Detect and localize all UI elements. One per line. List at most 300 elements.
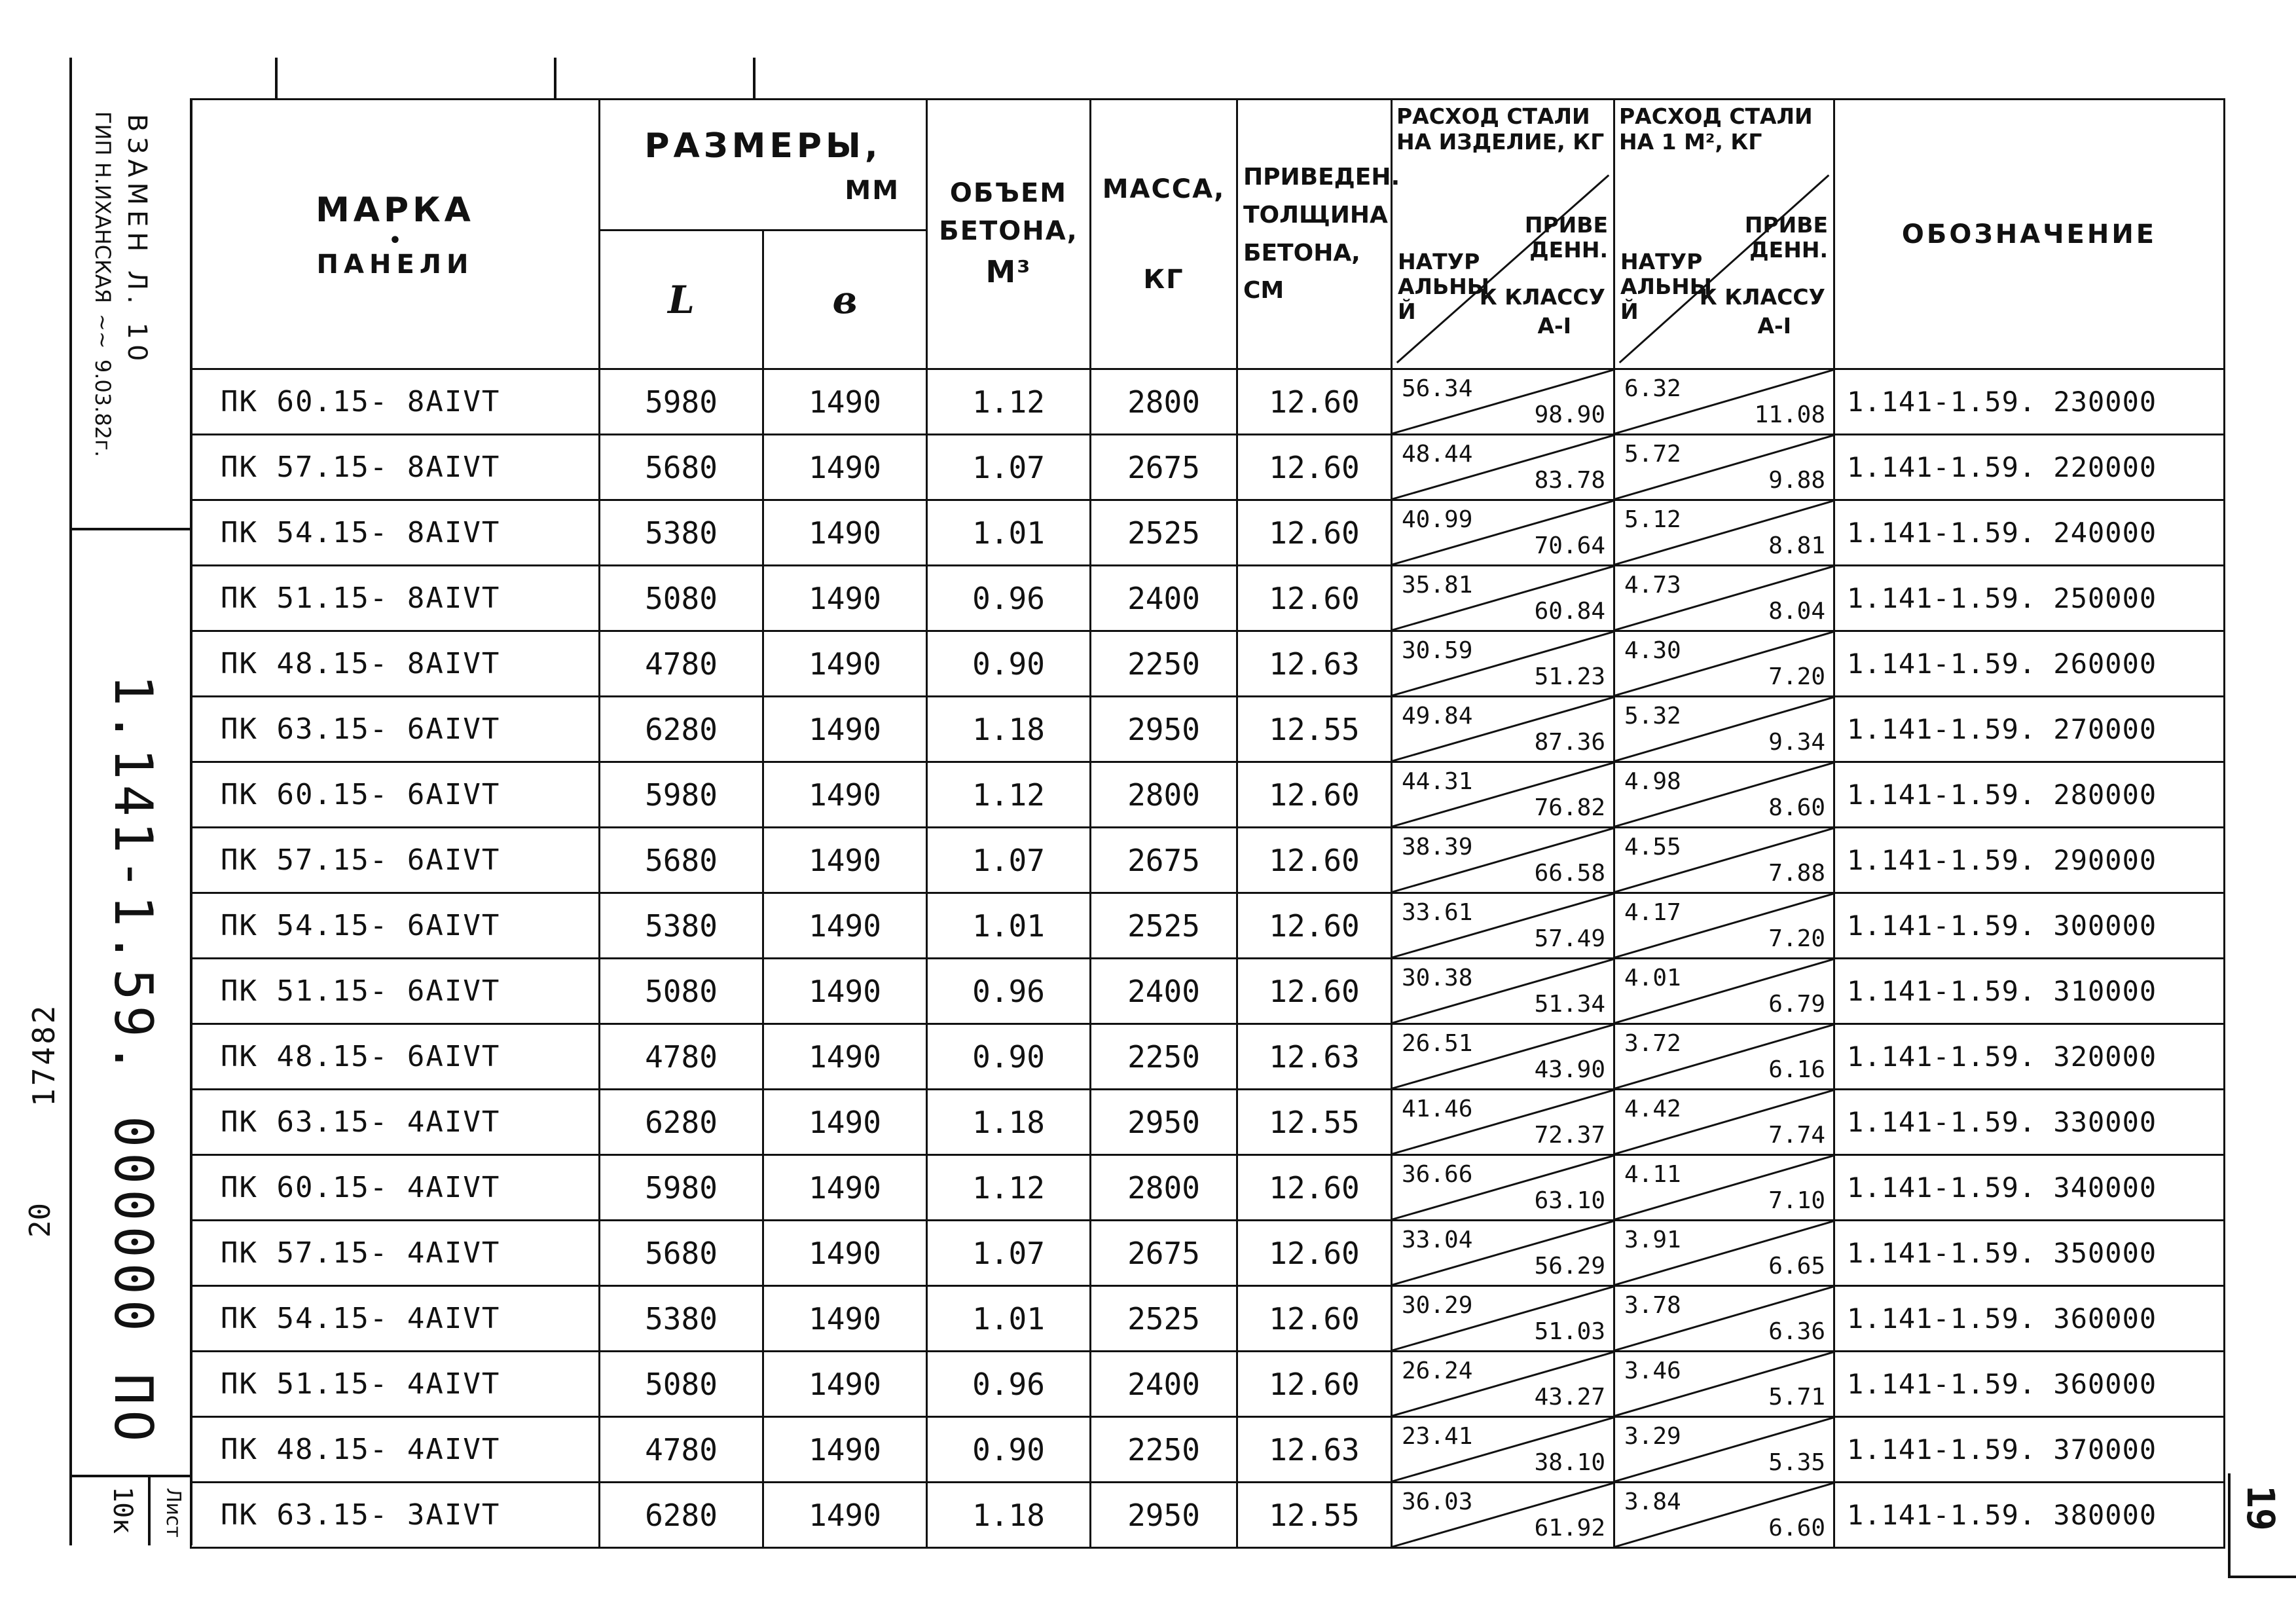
cell-designation: 1.141-1.59. 250000 [1834, 566, 2225, 631]
header-thick-line3: БЕТОНА, [1243, 239, 1360, 267]
value-natural: 4.11 [1624, 1161, 1681, 1188]
cell-steel-item [1392, 1483, 1614, 1548]
cell-designation: 1.141-1.59. 290000 [1834, 828, 2225, 893]
cell-thickness: 12.60 [1237, 1221, 1392, 1286]
header-designation [1834, 100, 2225, 369]
cell-length: 5080 [600, 959, 763, 1024]
cell-width: 1490 [763, 435, 927, 500]
cell-steel-item [1392, 1417, 1614, 1483]
cell-volume: 0.96 [927, 959, 1091, 1024]
value-natural: 26.24 [1402, 1357, 1473, 1384]
value-natural: 3.46 [1624, 1357, 1681, 1384]
cell-length: 5380 [600, 1286, 763, 1352]
value-natural: 4.55 [1624, 834, 1681, 860]
cell-designation: 1.141-1.59. 270000 [1834, 697, 2225, 762]
header-volume-line2: БЕТОНА, [939, 216, 1078, 247]
value-reduced: 7.88 [1768, 860, 1825, 887]
cell-mark: ПК 51.15- 6АIVТ [191, 959, 600, 1024]
table-row [191, 1024, 2225, 1090]
cell-mark: ПК 57.15- 8АIVТ [191, 435, 600, 500]
header-thickness [1237, 100, 1400, 369]
value-reduced: 8.81 [1768, 532, 1825, 559]
cell-steel-m2 [1614, 631, 1834, 697]
value-reduced: 6.79 [1768, 991, 1825, 1018]
value-reduced: 51.03 [1534, 1318, 1605, 1345]
cell-designation: 1.141-1.59. 340000 [1834, 1155, 2225, 1221]
designer-date: 9.03.82г. [90, 359, 115, 458]
cell-thickness: 12.60 [1237, 762, 1392, 828]
cell-steel-item [1392, 697, 1614, 762]
cell-length: 4780 [600, 1417, 763, 1483]
cell-volume: 0.90 [927, 1417, 1091, 1483]
cell-steel-item [1392, 1024, 1614, 1090]
cell-width: 1490 [763, 697, 927, 762]
list-value: 10к [107, 1486, 137, 1534]
cell-thickness: 12.60 [1237, 828, 1392, 893]
designer-note [90, 111, 115, 457]
table-row [191, 1352, 2225, 1417]
cell-mass: 2250 [1091, 1417, 1237, 1483]
header-sizes [600, 100, 927, 231]
value-natural: 35.81 [1402, 572, 1473, 599]
cell-length: 6280 [600, 697, 763, 762]
header-steel-m2-natural: НАТУРАЛЬНЫЙ [1620, 249, 1712, 324]
cell-mark: ПК 48.15- 4АIVТ [191, 1417, 600, 1483]
cell-thickness: 12.60 [1237, 893, 1392, 959]
cell-mass: 2400 [1091, 959, 1237, 1024]
value-reduced: 76.82 [1534, 794, 1605, 821]
header-steel-item-natural: НАТУРАЛЬНЫЙ [1398, 249, 1489, 324]
cell-steel-m2 [1614, 959, 1834, 1024]
inventory-number: 17482 [26, 1003, 62, 1107]
value-natural: 40.99 [1402, 506, 1473, 533]
value-natural: 5.32 [1624, 703, 1681, 729]
cell-width: 1490 [763, 959, 927, 1024]
cell-mark: ПК 63.15- 6АIVТ [191, 697, 600, 762]
cell-width: 1490 [763, 893, 927, 959]
cell-volume: 0.90 [927, 1024, 1091, 1090]
table-row [191, 697, 2225, 762]
value-natural: 36.66 [1402, 1161, 1473, 1188]
table-row [191, 1286, 2225, 1352]
value-natural: 4.42 [1624, 1096, 1681, 1122]
cell-steel-m2 [1614, 1483, 1834, 1548]
cell-mark: ПК 51.15- 8АIVТ [191, 566, 600, 631]
cell-designation: 1.141-1.59. 330000 [1834, 1090, 2225, 1155]
value-natural: 33.61 [1402, 899, 1473, 926]
header-steel-m2-title: РАСХОД СТАЛИ НА 1 М², КГ [1619, 103, 1813, 155]
value-reduced: 6.36 [1768, 1318, 1825, 1345]
cell-mark: ПК 48.15- 6АIVТ [191, 1024, 600, 1090]
cell-steel-item [1392, 1090, 1614, 1155]
value-natural: 5.72 [1624, 441, 1681, 468]
header-length [600, 231, 763, 369]
cell-width: 1490 [763, 1090, 927, 1155]
value-reduced: 83.78 [1534, 467, 1605, 494]
cell-steel-m2 [1614, 500, 1834, 566]
cell-mass: 2400 [1091, 1352, 1237, 1417]
cell-mark: ПК 60.15- 8АIVТ [191, 369, 600, 435]
binding-strip [69, 98, 192, 1545]
cell-volume: 1.01 [927, 500, 1091, 566]
cell-mark: ПК 63.15- 3АIVТ [191, 1483, 600, 1548]
cell-steel-m2 [1614, 1024, 1834, 1090]
value-reduced: 6.16 [1768, 1056, 1825, 1083]
header-mark-dot: • [388, 229, 402, 252]
value-natural: 49.84 [1402, 703, 1473, 729]
cell-steel-item [1392, 566, 1614, 631]
value-natural: 4.17 [1624, 899, 1681, 926]
table-row [191, 1221, 2225, 1286]
value-reduced: 43.27 [1534, 1384, 1605, 1411]
value-natural: 33.04 [1402, 1227, 1473, 1253]
cell-volume: 1.01 [927, 1286, 1091, 1352]
header-steel-m2-reduced: ПРИВЕДЕНН. [1744, 212, 1828, 263]
value-reduced: 70.64 [1534, 532, 1605, 559]
cell-width: 1490 [763, 1155, 927, 1221]
cell-designation: 1.141-1.59. 350000 [1834, 1221, 2225, 1286]
cell-length: 5980 [600, 1155, 763, 1221]
cell-mark: ПК 57.15- 6АIVТ [191, 828, 600, 893]
value-natural: 3.91 [1624, 1227, 1681, 1253]
cell-mass: 2950 [1091, 1483, 1237, 1548]
header-mass-line1: МАССА, [1102, 174, 1226, 204]
cell-width: 1490 [763, 566, 927, 631]
cell-length: 6280 [600, 1090, 763, 1155]
header-designation-label: ОБОЗНАЧЕНИЕ [1901, 219, 2157, 249]
cell-length: 5380 [600, 893, 763, 959]
cell-mark: ПК 54.15- 8АIVТ [191, 500, 600, 566]
cell-steel-item [1392, 1286, 1614, 1352]
cell-steel-item [1392, 1352, 1614, 1417]
cell-width: 1490 [763, 1352, 927, 1417]
cell-width: 1490 [763, 500, 927, 566]
cell-mass: 2800 [1091, 369, 1237, 435]
table-row [191, 762, 2225, 828]
header-steel-item-toclass: К КЛАССУ [1479, 284, 1605, 310]
cell-thickness: 12.60 [1237, 435, 1392, 500]
sheet-number: 19 [2238, 1485, 2283, 1531]
cell-steel-item [1392, 500, 1614, 566]
value-natural: 3.29 [1624, 1423, 1681, 1450]
value-reduced: 38.10 [1534, 1449, 1605, 1476]
value-reduced: 51.34 [1534, 991, 1605, 1018]
cell-volume: 0.96 [927, 566, 1091, 631]
value-reduced: 9.88 [1768, 467, 1825, 494]
header-thick-line2: ТОЛЩИНА [1243, 201, 1388, 229]
header-mark-line2: ПАНЕЛИ [316, 249, 474, 280]
value-reduced: 63.10 [1534, 1187, 1605, 1214]
header-steel-item-class: А-I [1537, 313, 1571, 339]
cell-thickness: 12.63 [1237, 1417, 1392, 1483]
cell-volume: 1.12 [927, 762, 1091, 828]
table-row [191, 893, 2225, 959]
cell-designation: 1.141-1.59. 360000 [1834, 1286, 2225, 1352]
cell-mark: ПК 63.15- 4АIVТ [191, 1090, 600, 1155]
header-steel-m2-toclass: К КЛАССУ [1699, 284, 1825, 310]
cell-width: 1490 [763, 369, 927, 435]
cell-steel-m2 [1614, 893, 1834, 959]
cell-volume: 0.96 [927, 1352, 1091, 1417]
cell-mark: ПК 51.15- 4АIVТ [191, 1352, 600, 1417]
value-natural: 3.78 [1624, 1292, 1681, 1319]
cell-width: 1490 [763, 1221, 927, 1286]
cell-volume: 1.07 [927, 1221, 1091, 1286]
cell-mass: 2250 [1091, 1024, 1237, 1090]
value-natural: 48.44 [1402, 441, 1473, 468]
value-natural: 4.98 [1624, 768, 1681, 795]
list-label: Лист [162, 1488, 185, 1538]
table-row [191, 1483, 2225, 1548]
cell-thickness: 12.55 [1237, 1090, 1392, 1155]
cell-steel-m2 [1614, 828, 1834, 893]
cell-length: 5680 [600, 828, 763, 893]
cell-thickness: 12.60 [1237, 959, 1392, 1024]
value-natural: 36.03 [1402, 1488, 1473, 1515]
cell-thickness: 12.63 [1237, 1024, 1392, 1090]
value-natural: 30.59 [1402, 637, 1473, 664]
sheet-number-box [2228, 1473, 2296, 1578]
value-reduced: 9.34 [1768, 729, 1825, 756]
header-steel-m2 [1614, 100, 1834, 369]
cell-designation: 1.141-1.59. 320000 [1834, 1024, 2225, 1090]
cell-length: 6280 [600, 1483, 763, 1548]
header-mass-unit: КГ [1143, 264, 1184, 295]
top-tick-2 [275, 58, 278, 100]
header-steel-item-reduced: ПРИВЕДЕНН. [1524, 212, 1608, 263]
value-natural: 41.46 [1402, 1096, 1473, 1122]
cell-volume: 1.07 [927, 828, 1091, 893]
table-row [191, 566, 2225, 631]
cell-volume: 1.18 [927, 1090, 1091, 1155]
header-thick-line1: ПРИВЕДЕН. [1243, 164, 1400, 191]
value-reduced: 72.37 [1534, 1122, 1605, 1149]
table-row [191, 1090, 2225, 1155]
table-row [191, 500, 2225, 566]
table-row [191, 1155, 2225, 1221]
header-width [763, 231, 927, 369]
header-thick-unit: СМ [1243, 277, 1285, 304]
cell-designation: 1.141-1.59. 380000 [1834, 1483, 2225, 1548]
cell-designation: 1.141-1.59. 310000 [1834, 959, 2225, 1024]
value-reduced: 43.90 [1534, 1056, 1605, 1083]
cell-steel-item [1392, 959, 1614, 1024]
cell-steel-item [1392, 828, 1614, 893]
cell-thickness: 12.60 [1237, 1155, 1392, 1221]
value-natural: 4.73 [1624, 572, 1681, 599]
value-natural: 4.01 [1624, 965, 1681, 991]
cell-width: 1490 [763, 1483, 927, 1548]
cell-mark: ПК 48.15- 8АIVТ [191, 631, 600, 697]
value-reduced: 5.35 [1768, 1449, 1825, 1476]
cell-designation: 1.141-1.59. 280000 [1834, 762, 2225, 828]
cell-volume: 1.18 [927, 697, 1091, 762]
cell-width: 1490 [763, 1286, 927, 1352]
header-width-sym: в [832, 277, 858, 322]
cell-mass: 2950 [1091, 697, 1237, 762]
cell-length: 5980 [600, 762, 763, 828]
value-reduced: 56.29 [1534, 1253, 1605, 1280]
value-reduced: 87.36 [1534, 729, 1605, 756]
cell-width: 1490 [763, 1024, 927, 1090]
cell-steel-m2 [1614, 762, 1834, 828]
cell-thickness: 12.55 [1237, 697, 1392, 762]
value-natural: 3.72 [1624, 1030, 1681, 1057]
document-code: 1.141-1.59. 000000 ПО [103, 674, 164, 1447]
value-reduced: 6.65 [1768, 1253, 1825, 1280]
cell-volume: 1.07 [927, 435, 1091, 500]
header-steel-item-title: РАСХОД СТАЛИ НА ИЗДЕЛИЕ, КГ [1396, 103, 1605, 155]
cell-width: 1490 [763, 828, 927, 893]
value-reduced: 7.20 [1768, 925, 1825, 952]
top-tick-3 [554, 58, 556, 100]
cell-steel-item [1392, 435, 1614, 500]
cell-designation: 1.141-1.59. 300000 [1834, 893, 2225, 959]
cell-designation: 1.141-1.59. 230000 [1834, 369, 2225, 435]
value-reduced: 7.20 [1768, 663, 1825, 690]
cell-steel-item [1392, 762, 1614, 828]
header-volume [927, 100, 1091, 369]
header-sizes-title: РАЗМЕРЫ, [644, 126, 882, 166]
value-reduced: 5.71 [1768, 1384, 1825, 1411]
value-natural: 3.84 [1624, 1488, 1681, 1515]
value-reduced: 61.92 [1534, 1515, 1605, 1541]
cell-mass: 2800 [1091, 762, 1237, 828]
cell-thickness: 12.60 [1237, 1352, 1392, 1417]
cell-mark: ПК 60.15- 4АIVТ [191, 1155, 600, 1221]
cell-volume: 0.90 [927, 631, 1091, 697]
cell-steel-m2 [1614, 369, 1834, 435]
value-reduced: 8.04 [1768, 598, 1825, 625]
cell-steel-m2 [1614, 1221, 1834, 1286]
cell-mass: 2525 [1091, 1286, 1237, 1352]
value-natural: 5.12 [1624, 506, 1681, 533]
value-natural: 23.41 [1402, 1423, 1473, 1450]
header-length-sym: L [668, 277, 695, 322]
cell-steel-m2 [1614, 435, 1834, 500]
value-natural: 44.31 [1402, 768, 1473, 795]
header-mark [191, 100, 600, 369]
value-reduced: 66.58 [1534, 860, 1605, 887]
value-natural: 56.34 [1402, 375, 1473, 402]
list-divider [148, 1477, 151, 1545]
header-volume-unit: М³ [985, 254, 1032, 290]
cell-mass: 2675 [1091, 1221, 1237, 1286]
value-natural: 6.32 [1624, 375, 1681, 402]
cell-volume: 1.01 [927, 893, 1091, 959]
cell-length: 5980 [600, 369, 763, 435]
cell-volume: 1.12 [927, 369, 1091, 435]
cell-length: 5680 [600, 435, 763, 500]
designer-name: ГИП Н.ИХАНСКАЯ [90, 111, 115, 303]
cell-steel-item [1392, 1155, 1614, 1221]
cell-mark: ПК 60.15- 6АIVТ [191, 762, 600, 828]
replacement-box [72, 98, 190, 530]
cell-steel-m2 [1614, 1155, 1834, 1221]
value-reduced: 7.10 [1768, 1187, 1825, 1214]
top-tick-4 [753, 58, 756, 100]
cell-steel-m2 [1614, 697, 1834, 762]
panel-spec-table [190, 98, 2225, 1549]
cell-thickness: 12.60 [1237, 1286, 1392, 1352]
cell-mass: 2800 [1091, 1155, 1237, 1221]
cell-mass: 2950 [1091, 1090, 1237, 1155]
cell-volume: 1.12 [927, 1155, 1091, 1221]
cell-length: 4780 [600, 1024, 763, 1090]
cell-designation: 1.141-1.59. 240000 [1834, 500, 2225, 566]
table-row [191, 959, 2225, 1024]
cell-steel-m2 [1614, 1352, 1834, 1417]
cell-mark: ПК 54.15- 4АIVТ [191, 1286, 600, 1352]
value-natural: 30.38 [1402, 965, 1473, 991]
cell-steel-item [1392, 631, 1614, 697]
cell-thickness: 12.60 [1237, 566, 1392, 631]
value-natural: 4.30 [1624, 637, 1681, 664]
header-volume-line1: ОБЪЕМ [949, 178, 1068, 209]
cell-mark: ПК 57.15- 4АIVТ [191, 1221, 600, 1286]
list-box [72, 1475, 190, 1545]
cell-steel-m2 [1614, 1286, 1834, 1352]
header-steel-item [1392, 100, 1614, 369]
cell-mass: 2250 [1091, 631, 1237, 697]
cell-length: 5380 [600, 500, 763, 566]
cell-steel-m2 [1614, 566, 1834, 631]
value-natural: 26.51 [1402, 1030, 1473, 1057]
table-row [191, 828, 2225, 893]
cell-designation: 1.141-1.59. 370000 [1834, 1417, 2225, 1483]
table-row [191, 1417, 2225, 1483]
value-reduced: 6.60 [1768, 1515, 1825, 1541]
cell-volume: 1.18 [927, 1483, 1091, 1548]
cell-mass: 2675 [1091, 435, 1237, 500]
cell-designation: 1.141-1.59. 260000 [1834, 631, 2225, 697]
value-reduced: 98.90 [1534, 401, 1605, 428]
cell-steel-m2 [1614, 1417, 1834, 1483]
cell-thickness: 12.60 [1237, 369, 1392, 435]
value-natural: 38.39 [1402, 834, 1473, 860]
table-row [191, 369, 2225, 435]
table-row [191, 435, 2225, 500]
designer-signature: ~~ [90, 314, 115, 349]
header-mark-line1: МАРКА [316, 191, 475, 230]
cell-thickness: 12.55 [1237, 1483, 1392, 1548]
value-reduced: 8.60 [1768, 794, 1825, 821]
value-reduced: 11.08 [1754, 401, 1825, 428]
cell-thickness: 12.60 [1237, 500, 1392, 566]
cell-length: 5080 [600, 566, 763, 631]
value-natural: 30.29 [1402, 1292, 1473, 1319]
cell-mass: 2525 [1091, 500, 1237, 566]
sheet-small-number: 20 [24, 1203, 57, 1238]
cell-designation: 1.141-1.59. 360000 [1834, 1352, 2225, 1417]
cell-width: 1490 [763, 631, 927, 697]
cell-mark: ПК 54.15- 6АIVТ [191, 893, 600, 959]
cell-steel-item [1392, 1221, 1614, 1286]
table-body [191, 369, 2225, 1548]
cell-steel-item [1392, 369, 1614, 435]
value-reduced: 51.23 [1534, 663, 1605, 690]
cell-steel-item [1392, 893, 1614, 959]
cell-mass: 2525 [1091, 893, 1237, 959]
value-reduced: 60.84 [1534, 598, 1605, 625]
cell-length: 4780 [600, 631, 763, 697]
cell-thickness: 12.63 [1237, 631, 1392, 697]
header-mass [1091, 100, 1237, 369]
table-row [191, 631, 2225, 697]
cell-designation: 1.141-1.59. 220000 [1834, 435, 2225, 500]
cell-mass: 2675 [1091, 828, 1237, 893]
header-sizes-unit: ММ [845, 175, 900, 206]
